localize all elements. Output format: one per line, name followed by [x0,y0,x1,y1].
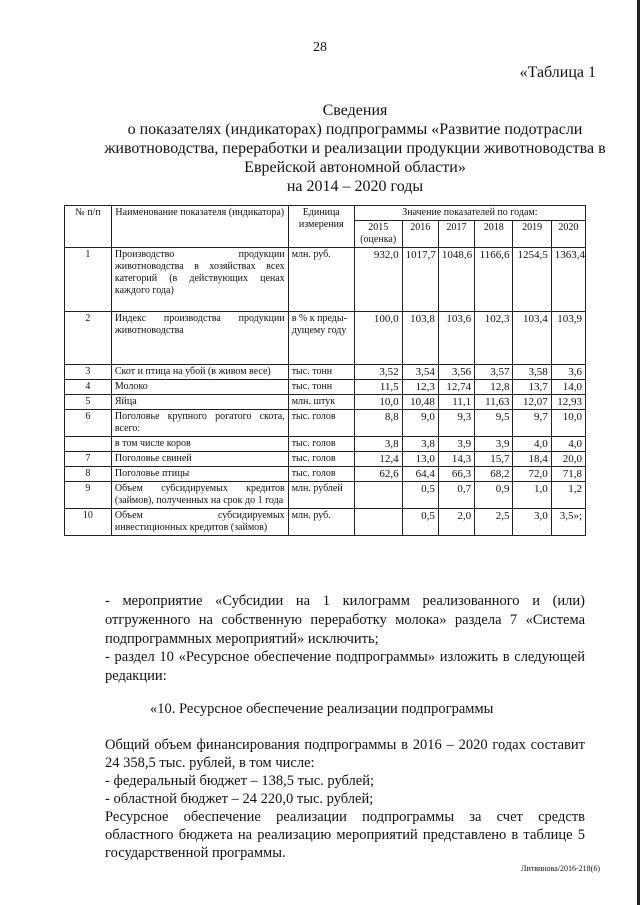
header-year: 2020 [551,221,585,248]
heading-period: на 2014 – 2020 годы [286,178,424,195]
row-name: Поголовье птицы [111,467,288,482]
row-unit: тыс. голов [288,467,354,482]
table-row [65,365,586,380]
row-value: 3,8 [402,437,438,452]
row-name: Молоко [111,380,288,395]
row-value: 0,5 [402,482,438,509]
row-value: 0,5 [402,509,438,536]
row-value: 9,5 [475,410,513,437]
row-value: 1,0 [513,482,551,509]
row-value: 9,0 [402,410,438,437]
row-value: 13,7 [513,380,551,395]
row-name: Индекс производства продукции животноводства [111,312,288,365]
row-value: 1048,6 [438,248,474,312]
row-unit: млн. руб. [288,509,354,536]
header-num: № п/п [65,206,112,248]
row-value [354,509,402,536]
row-name: Скот и птица на убой (в живом весе) [111,365,288,380]
heading-line: животноводства, переработки и реализации продукции животноводства в [104,140,606,157]
row-value: 10,0 [551,410,585,437]
row-value: 8,8 [354,410,402,437]
row-value: 14,3 [438,452,474,467]
row-unit: тыс. тонн [288,380,354,395]
header-year: 2018 [475,221,513,248]
row-value: 3,9 [438,437,474,452]
row-unit: тыс. голов [288,437,354,452]
row-value: 3,6 [551,365,585,380]
row-value: 20,0 [551,452,585,467]
row-value: 18,4 [513,452,551,467]
row-value: 103,9 [551,312,585,365]
row-num: 10 [65,509,112,536]
table-row [65,467,586,482]
row-value: 103,8 [402,312,438,365]
paragraph-total-financing: Общий объем финансирования подпрограммы в 2016 – 2020 годах составит 24 358,5 тыс. рублей, в том числе: [105,737,585,771]
header-year: 2016 [402,221,438,248]
header-values: Значение показателей по годам: [354,206,585,221]
table-row [65,509,586,536]
table-row [65,312,586,365]
row-value: 3,56 [438,365,474,380]
row-value: 64,4 [402,467,438,482]
header-year: 2019 [513,221,551,248]
row-value: 3,58 [513,365,551,380]
paragraph-exclude-measure: - мероприятие «Субсидии на 1 килограмм реализованного и (или) отгруженного на собственную переработку молока» раздела 7 «Система подпрограммных мероприятий» исключить; [105,593,585,647]
row-value: 3,52 [354,365,402,380]
row-value: 12,3 [402,380,438,395]
row-value: 2,0 [438,509,474,536]
row-value: 10,0 [354,395,402,410]
row-unit: тыс. тонн [288,365,354,380]
row-value: 9,3 [438,410,474,437]
row-value [354,482,402,509]
row-value: 1,2 [551,482,585,509]
financing-block [105,736,585,862]
row-value: 3,57 [475,365,513,380]
table-label: «Таблица 1 [519,64,596,81]
row-value: 71,8 [551,467,585,482]
row-value: 1017,7 [402,248,438,312]
footer-reference: Литвинова/2016-218(6) [521,864,600,873]
row-value: 10,48 [402,395,438,410]
row-value: 102,3 [475,312,513,365]
row-value: 72,0 [513,467,551,482]
row-value: 4,0 [551,437,585,452]
row-num: 7 [65,452,112,467]
row-num: 1 [65,248,112,312]
row-value: 12,8 [475,380,513,395]
row-num: 6 [65,410,112,437]
row-value: 100,0 [354,312,402,365]
row-value: 3,8 [354,437,402,452]
row-unit: тыс. голов [288,410,354,437]
row-value: 12,74 [438,380,474,395]
paragraph-resources: Ресурсное обеспечение реализации подпрограммы за счет средств областного бюджета на реализацию мероприятий представлено в таблице 5 государственной программы. [105,809,585,861]
row-value: 12,4 [354,452,402,467]
table-header-row [65,206,586,221]
row-value: 103,4 [513,312,551,365]
row-value: 11,5 [354,380,402,395]
heading-title: Сведения [322,102,388,119]
row-value: 12,93 [551,395,585,410]
table-row [65,248,586,312]
row-value: 3,54 [402,365,438,380]
row-num: 5 [65,395,112,410]
row-value: 2,5 [475,509,513,536]
row-num: 4 [65,380,112,395]
table-row [65,395,586,410]
row-value: 0,9 [475,482,513,509]
row-unit: млн. рублей [288,482,354,509]
row-value: 4,0 [513,437,551,452]
row-unit: млн. штук [288,395,354,410]
row-value: 0,7 [438,482,474,509]
row-num: 8 [65,467,112,482]
table-row [65,437,586,452]
row-value: 14,0 [551,380,585,395]
row-value: 13,0 [402,452,438,467]
row-name: Производство продукции животноводства в хозяйствах всех категорий (в действующих ценах каждого года) [111,248,288,312]
row-name: Поголовье свиней [111,452,288,467]
header-name: Наименование показателя (индикатора) [111,206,288,248]
regional-budget-line: - областной бюджет – 24 220,0 тыс. рублей; [105,791,374,807]
table-row [65,482,586,509]
row-num: 9 [65,482,112,509]
heading-line: о показателях (индикаторах) подпрограммы «Развитие подотрасли [127,121,583,138]
row-num: 3 [65,365,112,380]
header-unit: Единица измерения [288,206,354,248]
row-value: 1363,4 [551,248,585,312]
row-value: 3,5»; [551,509,585,536]
row-value: 11,63 [475,395,513,410]
row-num [65,437,112,452]
row-name: Объем субсидируемых инвестиционных кредитов (займов) [111,509,288,536]
header-year: 2017 [438,221,474,248]
row-value: 15,7 [475,452,513,467]
table-row [65,452,586,467]
row-name: Яйца [111,395,288,410]
header-year: 2015 (оценка) [354,221,402,248]
row-value: 3,0 [513,509,551,536]
table-row [65,380,586,395]
row-value: 66,3 [438,467,474,482]
row-value: 1166,6 [475,248,513,312]
table-row [65,410,586,437]
row-value: 62,6 [354,467,402,482]
row-name: Объем субсидируемых кредитов (займов), полученных на срок до 1 года [111,482,288,509]
row-value: 1254,5 [513,248,551,312]
row-value: 932,0 [354,248,402,312]
row-value: 9,7 [513,410,551,437]
row-value: 12,07 [513,395,551,410]
row-unit: тыс. голов [288,452,354,467]
row-unit: в % к преды-дущему году [288,312,354,365]
row-name: Поголовье крупного рогатого скота, всего: [111,410,288,437]
row-unit: млн. руб. [288,248,354,312]
section-title: «10. Ресурсное обеспечение реализации подпрограммы [150,701,494,717]
page-number: 28 [313,40,327,55]
federal-budget-line: - федеральный бюджет – 138,5 тыс. рублей; [105,773,375,789]
row-value: 11,1 [438,395,474,410]
paragraph-section-10: - раздел 10 «Ресурсное обеспечение подпрограммы» изложить в следующей редакции: [105,649,585,684]
row-value: 103,6 [438,312,474,365]
row-value: 3,9 [475,437,513,452]
row-name: в том числе коров [111,437,288,452]
row-value: 68,2 [475,467,513,482]
row-num: 2 [65,312,112,365]
heading-line: Еврейской автономной области» [244,159,466,176]
indicators-table [64,205,586,536]
